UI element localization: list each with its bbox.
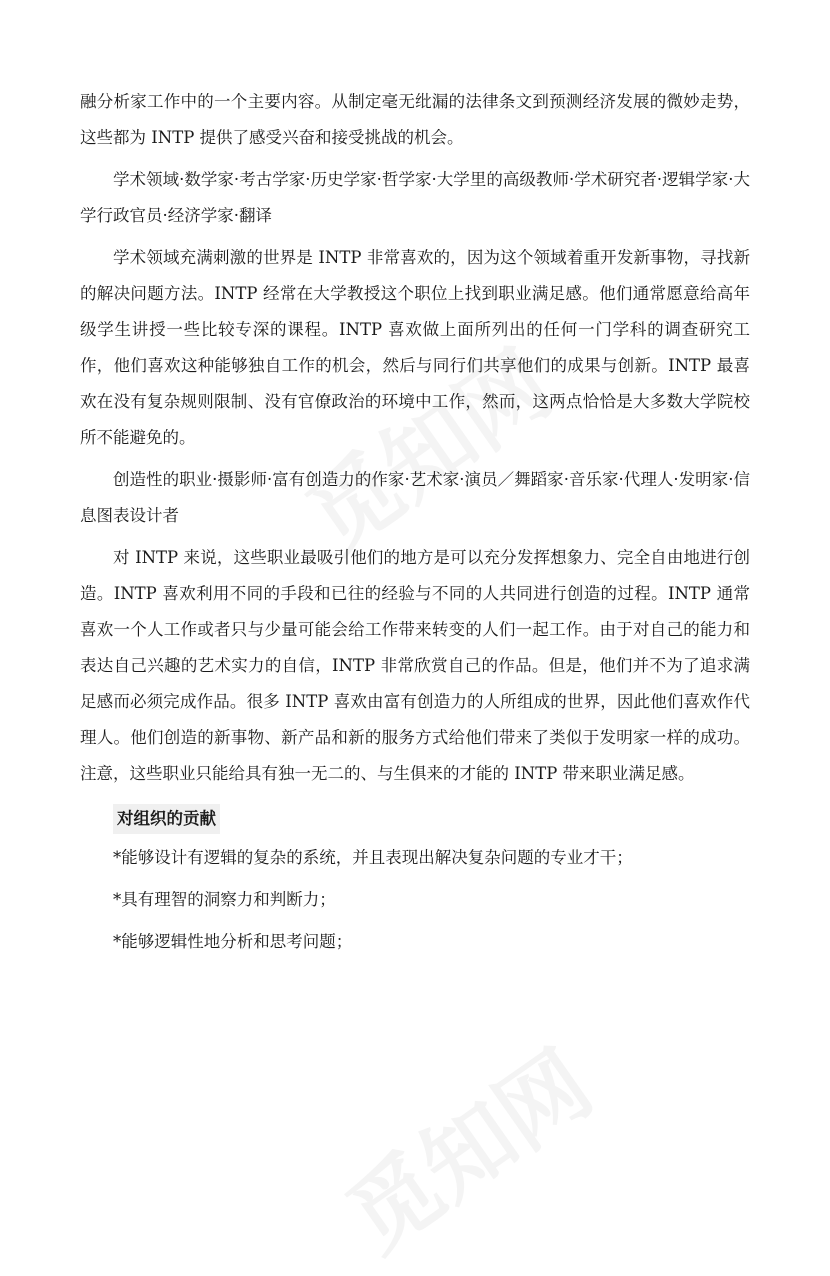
watermark <box>317 1014 613 1275</box>
section-heading: 对组织的贡献 <box>113 804 220 834</box>
paragraph-creative-list: 创造性的职业·摄影师·富有创造力的作家·艺术家·演员／舞蹈家·音乐家·代理人·发明家·信息图表设计者 <box>80 470 750 525</box>
section-heading-container <box>80 798 750 840</box>
bullet-item: *能够设计有逻辑的复杂的系统，并且表现出解决复杂问题的专业才干； <box>113 848 633 867</box>
paragraph-academic-description: 学术领域充满刺激的世界是 INTP 非常喜欢的，因为这个领域着重开发新事物，寻找新的解决问题方法。INTP 经常在大学教授这个职位上找到职业满足感。他们通常愿意给高年级学生讲授一些比较专深的课程。INTP 喜欢做上面所列出的任何一门学科的调查研究工作，他们喜欢这种能够独自工作的机会，然后与同行们共享他们的成果与创新。INTP 最喜欢在没有复杂规则限制、没有官僚政治的环境中工作，然而，这两点恰恰是大多数大学院校所不能避免的。 <box>80 248 750 447</box>
paragraph-academic-list: 学术领域·数学家·考古学家·历史学家·哲学家·大学里的高级教师·学术研究者·逻辑学家·大学行政官员·经济学家·翻译 <box>80 170 750 225</box>
paragraph-creative-description: 对 INTP 来说，这些职业最吸引他们的地方是可以充分发挥想象力、完全自由地进行创造。INTP 喜欢利用不同的手段和已往的经验与不同的人共同进行创造的过程。INTP 通常喜欢一个人工作或者只与少量可能会给工作带来转变的人们一起工作。由于对自己的能力和表达自己兴趣的艺术实力的自信，INTP 非常欣赏自己的作品。但是，他们并不为了追求满足感而必须完成作品。很多 INTP 喜欢由富有创造力的人所组成的世界，因此他们喜欢作代理人。他们创造的新事物、新产品和新的服务方式给他们带来了类似于发明家一样的成功。注意，这些职业只能给具有独一无二的、与生俱来的才能的 INTP 带来职业满足感。 <box>80 548 750 783</box>
document-body <box>80 84 750 966</box>
paragraph-continuation: 融分析家工作中的一个主要内容。从制定毫无纰漏的法律条文到预测经济发展的微妙走势，这些都为 INTP 提供了感受兴奋和接受挑战的机会。 <box>80 92 750 147</box>
bullet-item: *具有理智的洞察力和判断力； <box>113 890 336 909</box>
bullet-item: *能够逻辑性地分析和思考问题； <box>113 932 353 951</box>
